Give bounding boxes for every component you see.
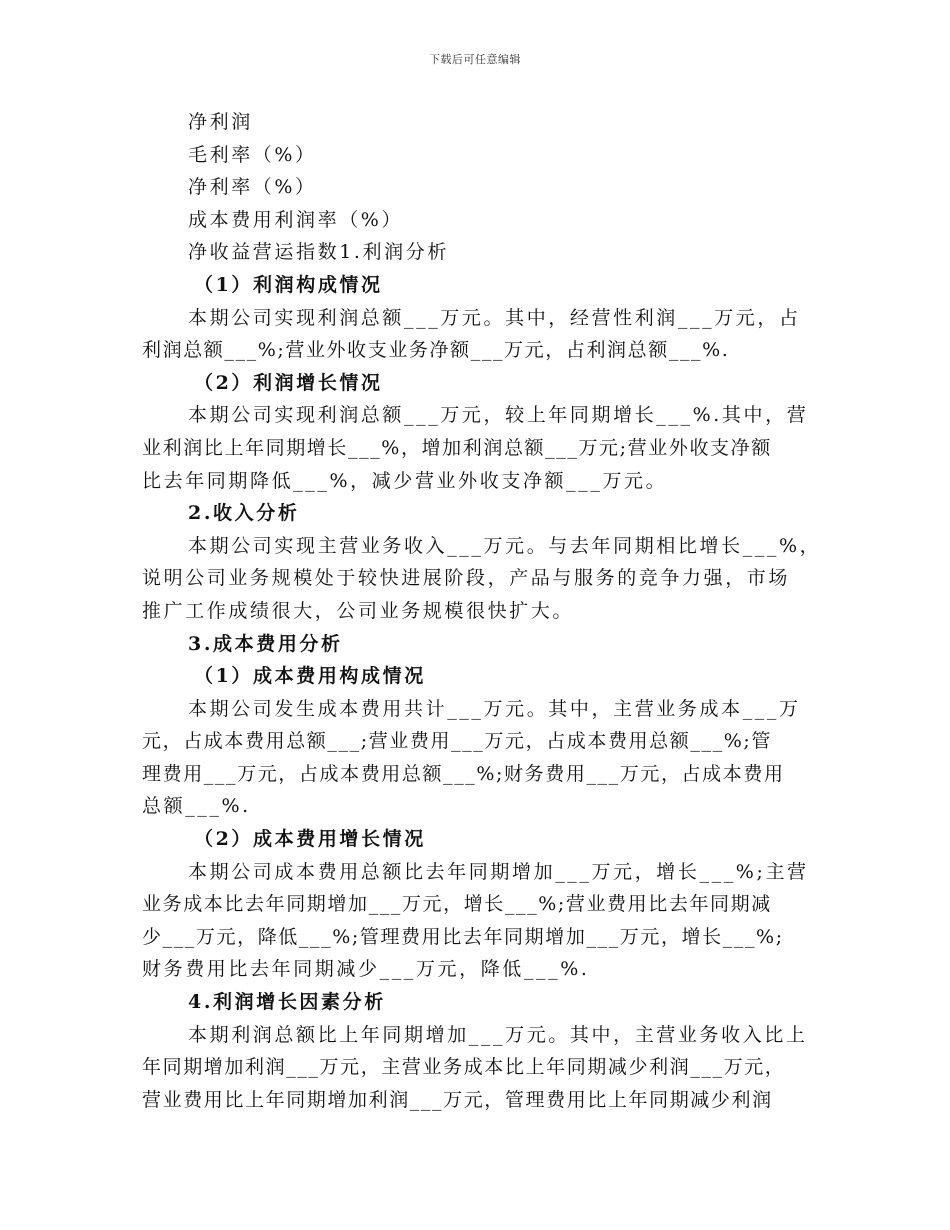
subsection-heading: （1）成本费用构成情况 bbox=[194, 665, 426, 688]
document-body bbox=[142, 106, 822, 1116]
section-heading: 4.利润增长因素分析 bbox=[188, 991, 386, 1014]
subsection-heading: （2）成本费用增长情况 bbox=[194, 828, 426, 851]
section-heading: 2.收入分析 bbox=[188, 502, 300, 525]
page-header: 下载后可任意编辑 bbox=[429, 53, 521, 66]
paragraph-line: 总额___%. bbox=[142, 795, 251, 818]
subsection-heading: （1）利润构成情况 bbox=[194, 273, 383, 296]
paragraph-line: 推广工作成绩很大，公司业务规模很快扩大。 bbox=[142, 599, 575, 622]
text-line: 净利润 bbox=[188, 111, 253, 133]
paragraph-line: 本期利润总额比上年同期增加___万元。其中，主营业务收入比上 bbox=[188, 1023, 808, 1046]
paragraph-line: 本期公司实现主营业务收入___万元。与去年同期相比增长___%， bbox=[188, 534, 822, 557]
paragraph-line: 本期公司发生成本费用共计___万元。其中，主营业务成本___万 bbox=[188, 697, 801, 720]
subsection-heading: （2）利润增长情况 bbox=[194, 371, 383, 394]
section-heading: 3.成本费用分析 bbox=[188, 632, 343, 655]
paragraph-line: 本期公司实现利润总额___万元。其中，经营性利润___万元，占 bbox=[188, 306, 801, 329]
paragraph-line: 业务成本比去年同期增加___万元，增长___%;营业费用比去年同期减 bbox=[142, 893, 772, 916]
paragraph-line: 理费用___万元，占成本费用总额___%;财务费用___万元，占成本费用 bbox=[142, 762, 785, 785]
paragraph-line: 说明公司业务规模处于较快进展阶段，产品与服务的竞争力强，市场 bbox=[142, 567, 791, 590]
paragraph-line: 利润总额___%;营业外收支业务净额___万元，占利润总额___%. bbox=[142, 339, 730, 362]
paragraph-line: 元，占成本费用总额___;营业费用___万元，占成本费用总额___%;管 bbox=[142, 730, 772, 753]
text-line: 净利率（%） bbox=[188, 176, 317, 199]
paragraph-line: 营业费用比上年同期增加利润___万元，管理费用比上年同期减少利润 bbox=[142, 1088, 773, 1111]
paragraph-line: 财务费用比去年同期减少___万元，降低___%. bbox=[142, 958, 590, 981]
text-line: 成本费用利润率（%） bbox=[188, 208, 404, 231]
text-line: 净收益营运指数1.利润分析 bbox=[188, 241, 449, 264]
paragraph-line: 本期公司成本费用总额比去年同期增加___万元，增长___%;主营 bbox=[188, 860, 809, 883]
paragraph-line: 本期公司实现利润总额___万元，较上年同期增长___%.其中，营 bbox=[188, 404, 809, 427]
text-line: 毛利率（%） bbox=[188, 143, 317, 166]
paragraph-line: 少___万元，降低___%;管理费用比去年同期增加___万元，增长___%; bbox=[142, 925, 784, 948]
paragraph-line: 年同期增加利润___万元，主营业务成本比上年同期减少利润___万元， bbox=[142, 1056, 786, 1079]
paragraph-line: 业利润比上年同期增长___%，增加利润总额___万元;营业外收支净额 bbox=[142, 436, 772, 459]
paragraph-line: 比去年同期降低___%，减少营业外收支净额___万元。 bbox=[142, 469, 668, 492]
